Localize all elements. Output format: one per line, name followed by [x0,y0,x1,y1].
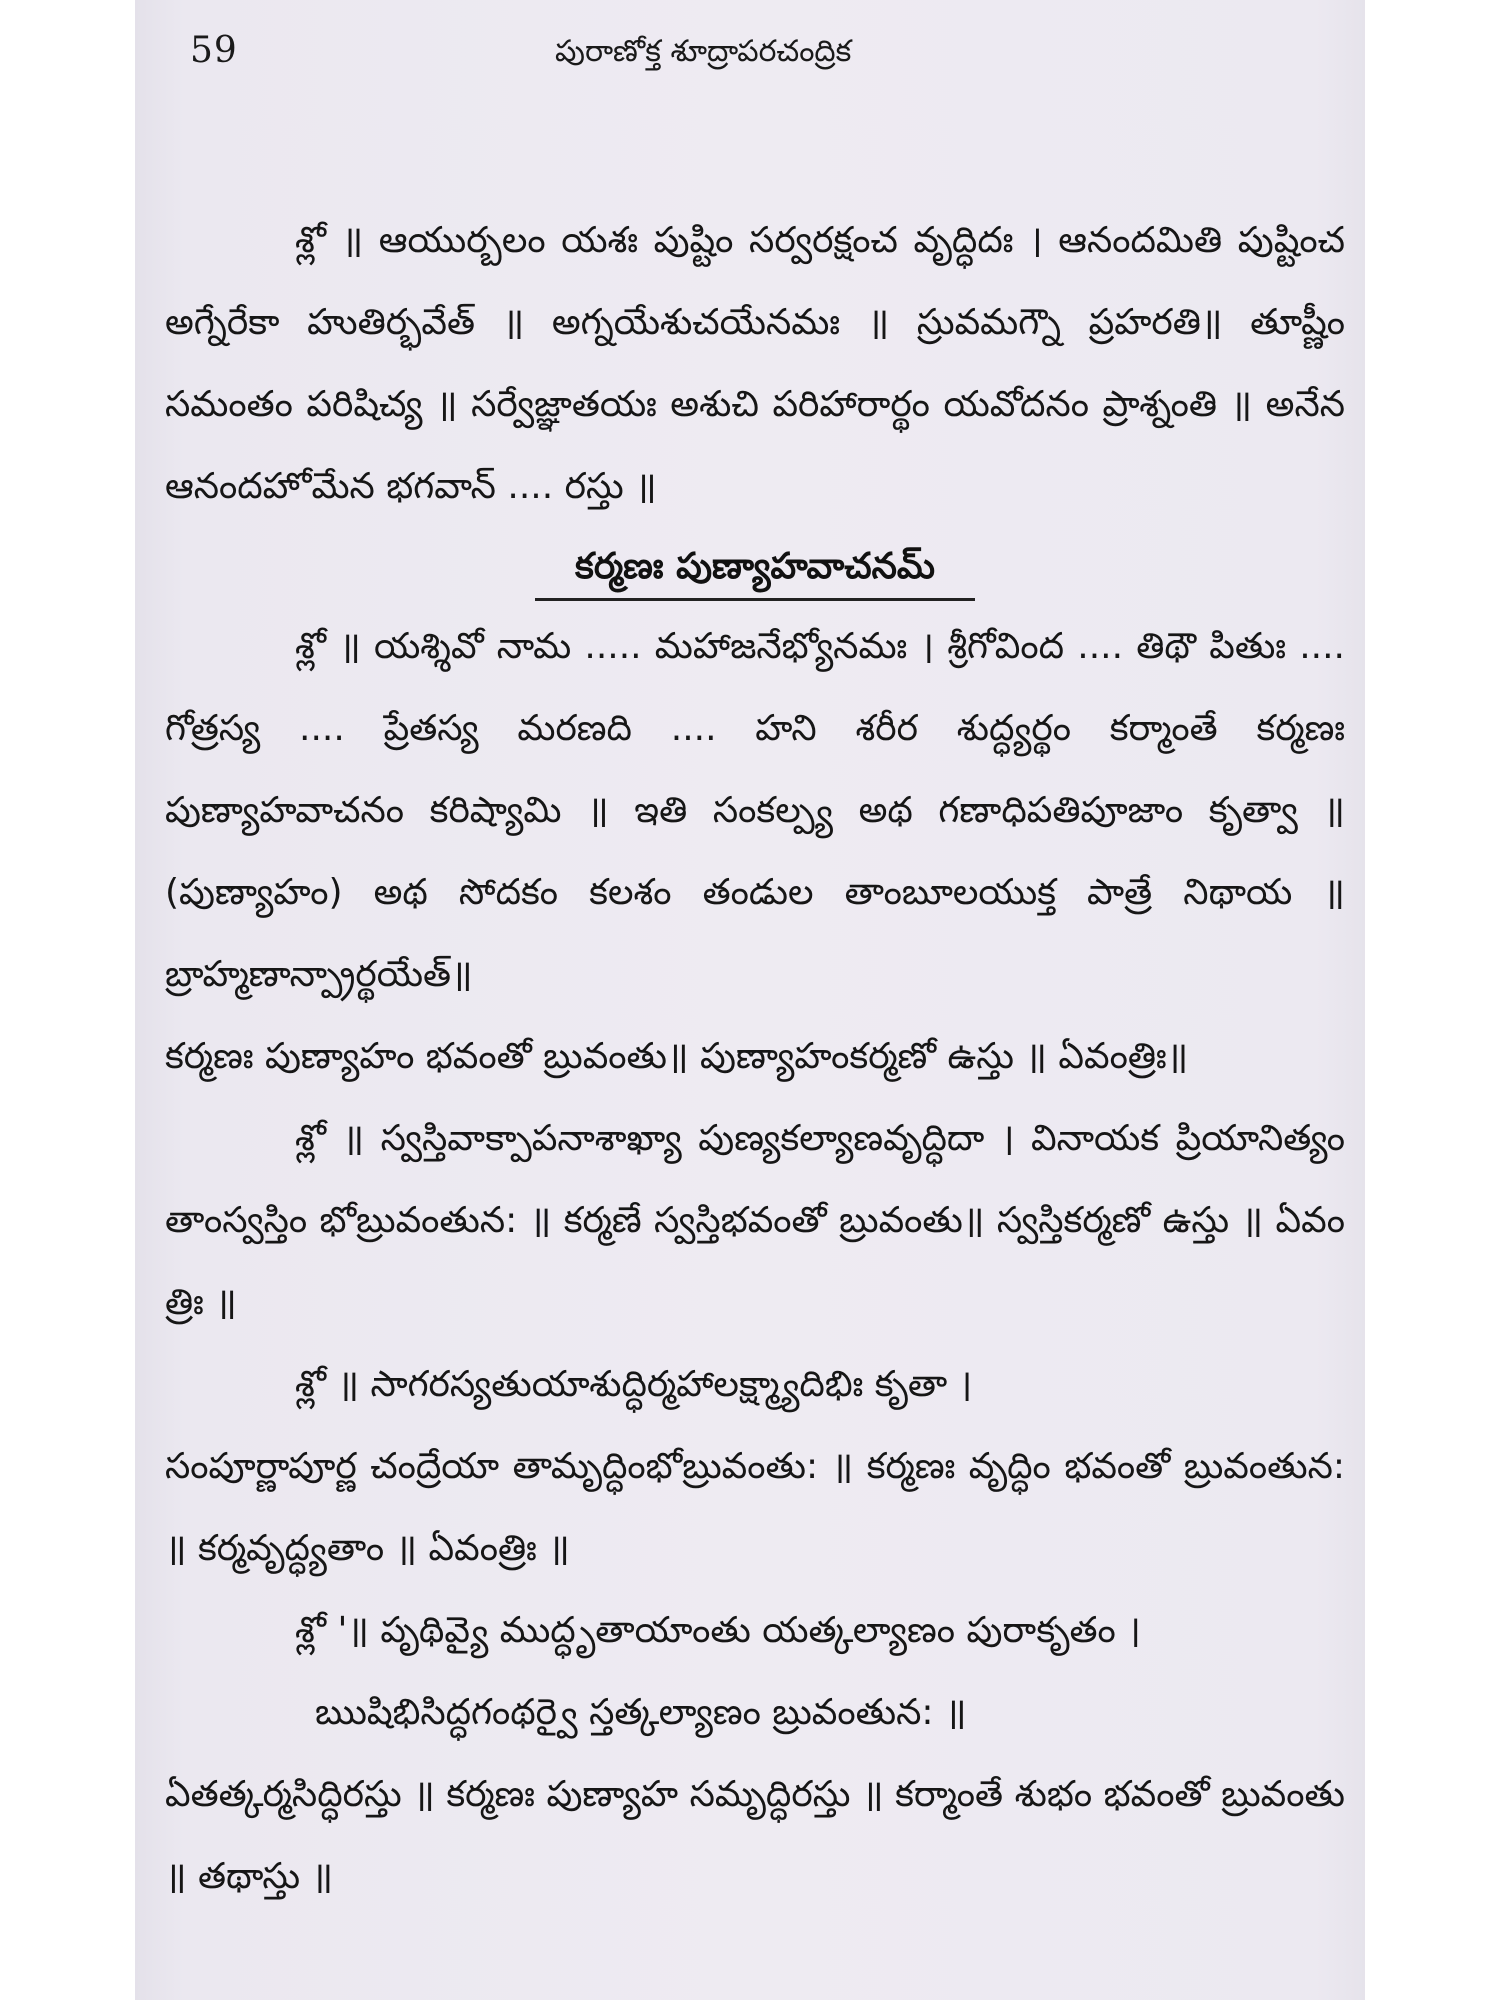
paragraph-closing: ఏతత్కర్మసిద్ధిరస్తు ॥ కర్మణః పుణ్యాహ సమృద్ధిరస్తు ॥ కర్మాంతే శుభం భవంతో బ్రువంతు ॥ తథాస్తు ॥ [165,1774,1345,1897]
scanned-page [135,0,1365,2000]
page-body [165,200,1345,1918]
paragraph-ananda-homa: శ్లో ॥ ఆయుర్బలం యశః పుష్టిం సర్వరక్షంచ వృద్ధిదః । ఆనందమితి పుష్టించ అగ్నేరేకా హుతిర్భవేత్ ॥ అగ్నయేశుచయేనమః ॥ స్రువమగ్నౌ ప్రహరతి॥ తూష్ణీం సమంతం పరిషిచ్య ॥ సర్వేజ్ఞాతయః అశుచి పరిహారార్థం యవోదనం ప్రాశ్నంతి ॥ అనేన ఆనందహోమేన భగవాన్ .... రస్తు ॥ [165,220,1345,507]
section-heading: కర్మణః పుణ్యాహవాచనమ్ [535,536,975,601]
page-number: 59 [190,30,238,71]
paragraph-sankalpa: శ్లో ॥ యశ్శివో నామ ..... మహాజనేభ్యోనమః । శ్రీగోవింద .... తిథౌ పితుః .... గోత్రస్య .... ప్రేతస్య మరణది .... హని శరీర శుద్ధ్యర్థం కర్మాంతే కర్మణః పుణ్యాహవాచనం కరిష్యామి ॥ ఇతి సంకల్ప్య అథ గణాధిపతిపూజాం కృత్వా ॥ (పుణ్యాహం) అథ సోదకం కలశం తండుల తాంబూలయుక్త పాత్రే నిథాయ ॥ బ్రాహ్మణాన్ప్రార్థయేత్॥ [165,626,1345,995]
running-title: పురాణోక్త శూద్రాపరచంద్రిక [555,34,852,69]
verse-prithivyai: శ్లో '॥ పృథివ్యై ముద్ధృతాయాంతు యత్కల్యాణం పురాకృతం । [295,1610,1141,1651]
verse-sagarasya: శ్లో ॥ సాగరస్యతుయాశుద్ధిర్మహాలక్ష్మ్యాదిభిః కృతా । [295,1364,973,1405]
paragraph-vriddhi: సంపూర్ణాపూర్ణ చంద్రేయా తామృద్ధింభోబ్రువంతు: ॥ కర్మణః వృద్ధిం భవంతో బ్రువంతున: ॥ కర్మవృద్ధ్యతాం ॥ ఏవంత్రిః ॥ [165,1446,1345,1569]
paragraph-punyaham: కర్మణః పుణ్యాహం భవంతో బ్రువంతు॥ పుణ్యాహంకర్మణో ఉస్తు ॥ ఏవంత్రిః॥ [165,1036,1189,1077]
section-heading-wrapper [165,528,1345,606]
verse-rishibhi: ఋషిభిసిద్ధగంథర్వై స్తత్కల్యాణం బ్రువంతున: ॥ [315,1692,967,1733]
paragraph-svasti: శ్లో ॥ స్వస్తివాక్పాపనాశాఖ్యా పుణ్యకల్యాణవృద్ధిదా । వినాయక ప్రియానిత్యం తాంస్వస్తిం భోబ్రువంతున: ॥ కర్మణే స్వస్తిభవంతో బ్రువంతు॥ స్వస్తికర్మణో ఉస్తు ॥ ఏవం త్రిః ॥ [165,1118,1345,1323]
